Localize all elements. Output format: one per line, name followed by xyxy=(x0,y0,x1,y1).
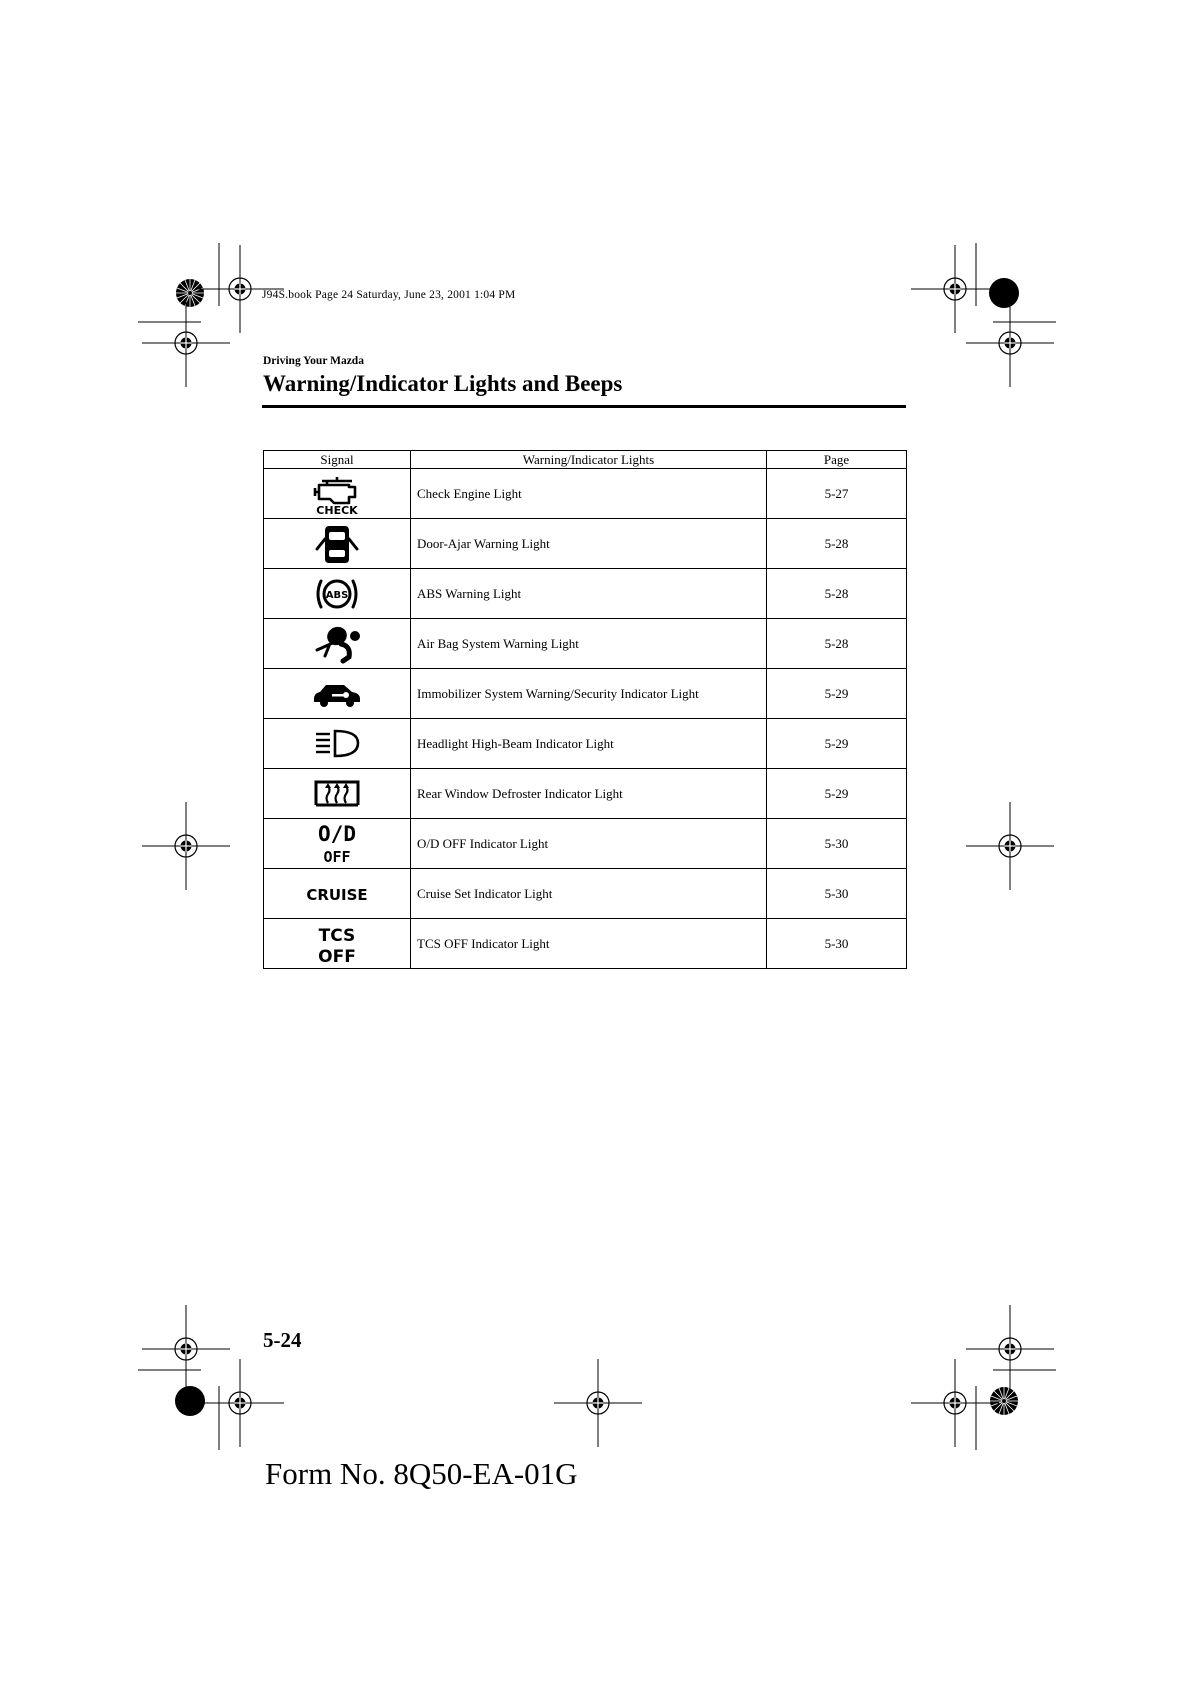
description-cell: Headlight High-Beam Indicator Light xyxy=(411,719,767,769)
description-cell: Check Engine Light xyxy=(411,469,767,519)
table-row xyxy=(264,619,907,669)
table-row xyxy=(264,719,907,769)
signal-cell xyxy=(264,469,411,519)
od-off-icon-text-bottom: OFF xyxy=(323,847,351,866)
table-row xyxy=(264,769,907,819)
headlight-high-beam-icon xyxy=(312,728,362,760)
cruise-icon xyxy=(302,882,372,906)
section-label: Driving Your Mazda xyxy=(263,355,364,367)
signal-cell xyxy=(264,669,411,719)
mark-mid-right xyxy=(966,802,1054,890)
mark-bottom-left xyxy=(138,1305,284,1450)
book-stamp: J94S.book Page 24 Saturday, June 23, 2001 1:04 PM xyxy=(262,289,516,301)
signal-cell xyxy=(264,769,411,819)
table-row xyxy=(264,519,907,569)
signal-cell xyxy=(264,919,411,969)
description-cell: Door-Ajar Warning Light xyxy=(411,519,767,569)
signal-table xyxy=(263,450,907,969)
description-cell: TCS OFF Indicator Light xyxy=(411,919,767,969)
page-cell: 5-28 xyxy=(767,519,907,569)
signal-cell xyxy=(264,819,411,869)
table-row xyxy=(264,919,907,969)
tcs-off-icon-text-bottom: OFF xyxy=(318,946,356,966)
column-header-signal: Signal xyxy=(264,451,411,469)
signal-cell xyxy=(264,569,411,619)
description-cell: Rear Window Defroster Indicator Light xyxy=(411,769,767,819)
description-cell: Cruise Set Indicator Light xyxy=(411,869,767,919)
signal-cell xyxy=(264,719,411,769)
form-number: Form No. 8Q50-EA-01G xyxy=(265,1456,578,1491)
immobilizer-icon xyxy=(310,679,364,709)
table-row xyxy=(264,669,907,719)
tcs-off-icon xyxy=(312,922,362,966)
description-cell: Air Bag System Warning Light xyxy=(411,619,767,669)
mark-top-right xyxy=(911,243,1056,387)
title-rule xyxy=(262,405,906,408)
column-header-page: Page xyxy=(767,451,907,469)
page-cell: 5-30 xyxy=(767,819,907,869)
od-off-icon xyxy=(312,821,362,867)
abs-icon-text: ABS xyxy=(325,589,349,601)
page-cell: 5-30 xyxy=(767,919,907,969)
page-cell: 5-29 xyxy=(767,769,907,819)
air-bag-icon xyxy=(311,624,363,664)
page-cell: 5-29 xyxy=(767,669,907,719)
signal-cell xyxy=(264,869,411,919)
table-header-row xyxy=(264,451,907,469)
abs-icon xyxy=(313,574,361,614)
table-row xyxy=(264,819,907,869)
table-row xyxy=(264,469,907,519)
table-row xyxy=(264,869,907,919)
signal-cell xyxy=(264,619,411,669)
signal-cell xyxy=(264,519,411,569)
page-cell: 5-29 xyxy=(767,719,907,769)
mark-mid-left xyxy=(142,802,230,890)
check-engine-icon-text: CHECK xyxy=(316,503,358,516)
page-cell: 5-30 xyxy=(767,869,907,919)
page-cell: 5-27 xyxy=(767,469,907,519)
description-cell: Immobilizer System Warning/Security Indicator Light xyxy=(411,669,767,719)
rear-defroster-icon xyxy=(312,777,362,811)
od-off-icon-text-top: O/D xyxy=(318,821,356,846)
cruise-icon-text: CRUISE xyxy=(306,885,368,904)
mark-bottom-center xyxy=(554,1359,642,1447)
check-engine-icon xyxy=(302,472,372,516)
tcs-off-icon-text-top: TCS xyxy=(318,925,356,946)
page-title: Warning/Indicator Lights and Beeps xyxy=(263,371,623,396)
description-cell: O/D OFF Indicator Light xyxy=(411,819,767,869)
description-cell: ABS Warning Light xyxy=(411,569,767,619)
table-row xyxy=(264,569,907,619)
page-number: 5-24 xyxy=(263,1328,302,1352)
door-ajar-icon xyxy=(314,523,360,565)
column-header-lights: Warning/Indicator Lights xyxy=(411,451,767,469)
page-cell: 5-28 xyxy=(767,569,907,619)
mark-bottom-right xyxy=(911,1305,1056,1450)
page-cell: 5-28 xyxy=(767,619,907,669)
